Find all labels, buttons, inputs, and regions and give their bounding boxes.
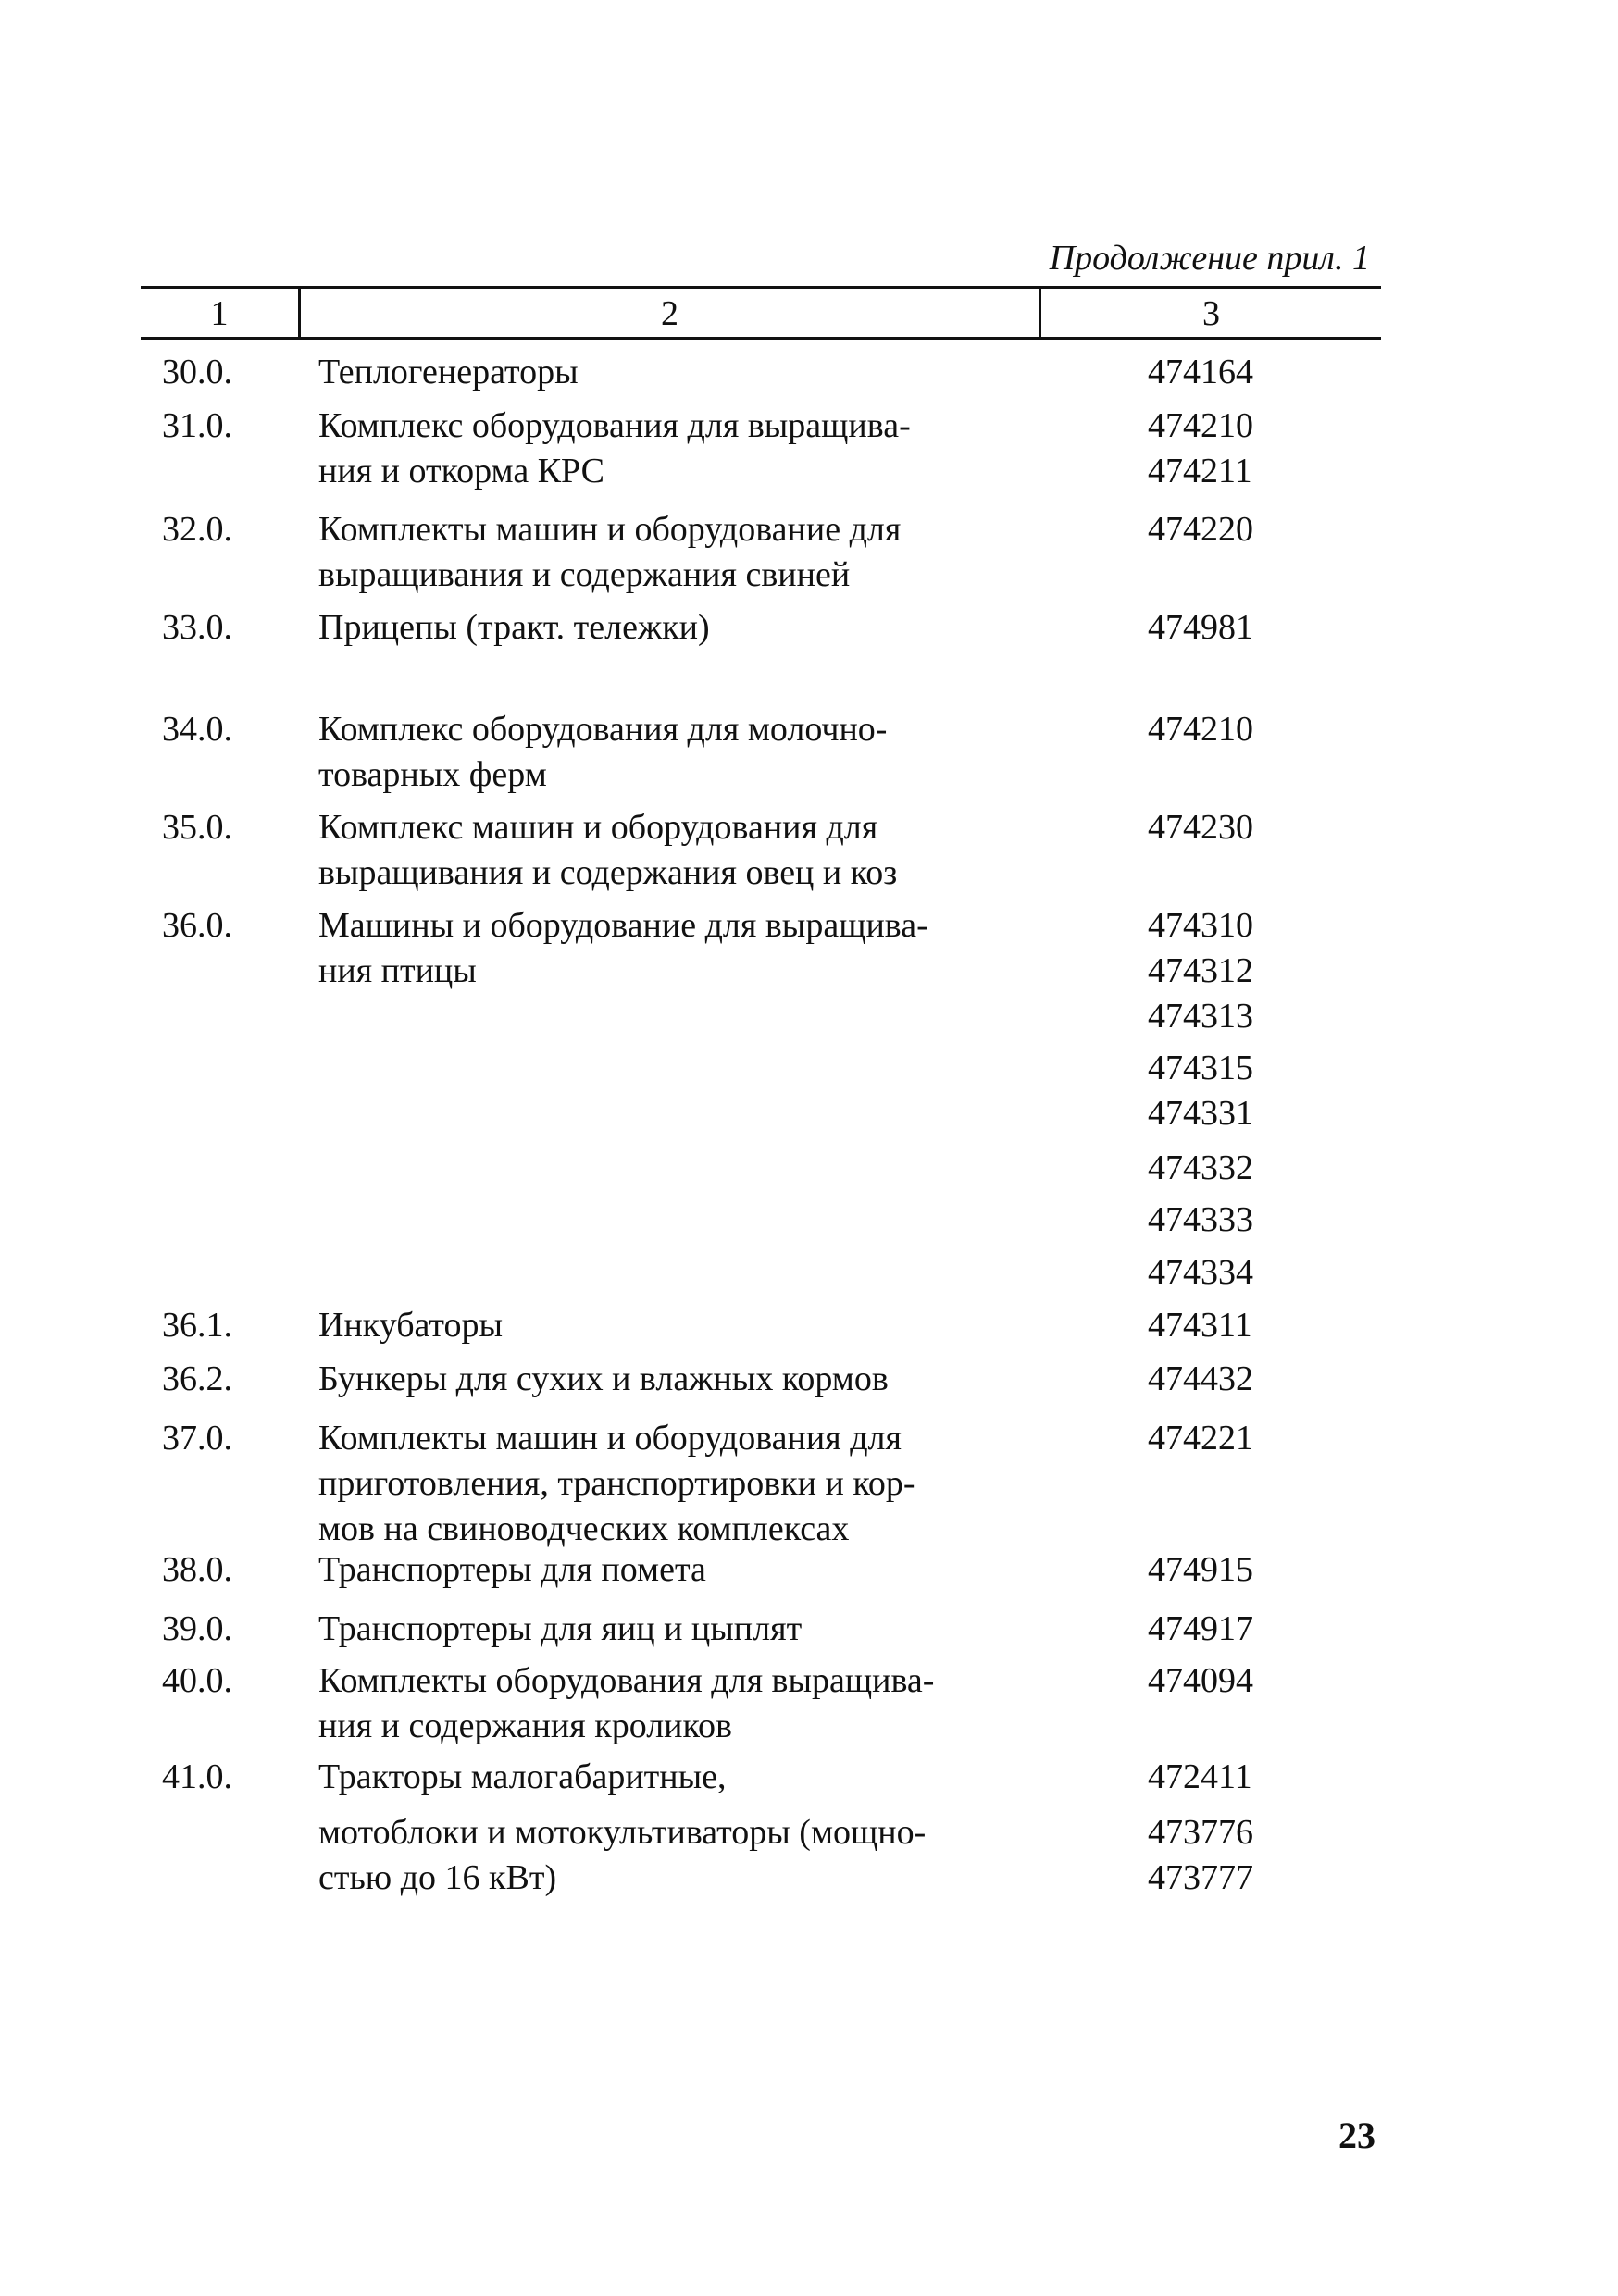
- row-name-line: Комплекты машин и оборудование для: [318, 510, 902, 549]
- row-number: 40.0.: [162, 1661, 232, 1700]
- row-code: 474094: [1148, 1661, 1253, 1700]
- row-code: 474221: [1148, 1419, 1253, 1458]
- row-number: 30.0.: [162, 353, 232, 391]
- row-codes: [1148, 1547, 1287, 1593]
- row-number: 36.2.: [162, 1359, 232, 1398]
- row-name: [318, 350, 1022, 395]
- row-code: 474315: [1148, 1049, 1253, 1087]
- row-codes: [1148, 403, 1287, 494]
- row-codes: [1148, 1810, 1287, 1901]
- row-number: 35.0.: [162, 808, 232, 847]
- row-code: 474230: [1148, 808, 1253, 847]
- row-name-line: стью до 16 кВт): [318, 1858, 557, 1897]
- row-code: 474310: [1148, 906, 1253, 945]
- row-code: 473777: [1148, 1858, 1253, 1897]
- row-name: [318, 1755, 1022, 1800]
- row-name-line: Транспортеры для помета: [318, 1550, 706, 1589]
- row-codes: [1148, 1303, 1287, 1348]
- row-code: 474211: [1148, 452, 1252, 490]
- row-name: [318, 507, 1022, 598]
- row-name-line: товарных ферм: [318, 755, 547, 794]
- row-name: [318, 1416, 1022, 1552]
- row-code: 474220: [1148, 510, 1253, 549]
- row-code: 474311: [1148, 1306, 1252, 1345]
- row-number: 31.0.: [162, 406, 232, 445]
- row-name-line: выращивания и содержания овец и коз: [318, 853, 898, 892]
- row-name: [318, 605, 1022, 651]
- row-code: 474332: [1148, 1148, 1253, 1187]
- row-name-line: Тракторы малогабаритные,: [318, 1757, 727, 1796]
- column-header-3: 3: [1202, 294, 1220, 333]
- row-codes: [1148, 1416, 1287, 1461]
- row-number: 32.0.: [162, 510, 232, 549]
- row-codes: [1148, 707, 1287, 752]
- row-name-line: ния и содержания кроликов: [318, 1706, 732, 1745]
- row-name: [318, 1547, 1022, 1593]
- row-name: [318, 903, 1022, 994]
- row-code: 473776: [1148, 1813, 1253, 1852]
- row-name-line: Транспортеры для яиц и цыплят: [318, 1609, 803, 1648]
- row-number: 36.0.: [162, 906, 232, 945]
- row-name-line: Комплекты машин и оборудования для: [318, 1419, 902, 1458]
- row-code: 474313: [1148, 997, 1253, 1036]
- row-number: 38.0.: [162, 1550, 232, 1589]
- row-number: 37.0.: [162, 1419, 232, 1458]
- row-name-line: ния птицы: [318, 951, 477, 990]
- row-name-line: Комплекс оборудования для молочно-: [318, 710, 888, 749]
- row-code: 474331: [1148, 1094, 1253, 1133]
- row-codes: [1148, 805, 1287, 850]
- row-name: [318, 805, 1022, 896]
- row-codes: [1148, 1658, 1287, 1704]
- column-header-2: 2: [661, 294, 678, 333]
- row-number: 39.0.: [162, 1609, 232, 1648]
- row-code: 474981: [1148, 608, 1253, 647]
- row-name: [318, 1607, 1022, 1652]
- row-number: 33.0.: [162, 608, 232, 647]
- row-name-line: Комплекты оборудования для выращива-: [318, 1661, 935, 1700]
- row-code: 472411: [1148, 1757, 1252, 1796]
- row-name: [318, 1658, 1022, 1749]
- row-code: 474333: [1148, 1200, 1253, 1239]
- row-codes: [1148, 605, 1287, 651]
- row-name-line: Комплекс оборудования для выращива-: [318, 406, 911, 445]
- row-name-line: приготовления, транспортировки и кор-: [318, 1464, 915, 1503]
- row-codes: [1148, 507, 1287, 552]
- row-name-line: мов на свиноводческих комплексах: [318, 1509, 850, 1548]
- row-number: 36.1.: [162, 1306, 232, 1345]
- continuation-note: Продолжение прил. 1: [1049, 239, 1370, 278]
- row-codes: [1148, 1755, 1287, 1800]
- row-name-line: Комплекс машин и оборудования для: [318, 808, 878, 847]
- row-codes: [1148, 350, 1287, 395]
- row-name: [318, 403, 1022, 494]
- row-code: 474334: [1148, 1253, 1253, 1292]
- row-code: 474917: [1148, 1609, 1253, 1648]
- row-code: 474210: [1148, 710, 1253, 749]
- row-name: [318, 1303, 1022, 1348]
- row-name-line: выращивания и содержания свиней: [318, 555, 851, 594]
- row-codes: [1148, 1357, 1287, 1402]
- column-header-1: 1: [210, 294, 229, 333]
- row-code: 474164: [1148, 353, 1253, 391]
- row-number: 41.0.: [162, 1757, 232, 1796]
- row-name-line: Теплогенераторы: [318, 353, 579, 391]
- row-name: [318, 1357, 1022, 1402]
- row-name-line: Машины и оборудование для выращива-: [318, 906, 928, 945]
- row-number: 34.0.: [162, 710, 232, 749]
- row-name: [318, 1810, 1022, 1901]
- row-name: [318, 707, 1022, 798]
- row-name-line: Прицепы (тракт. тележки): [318, 608, 710, 647]
- row-codes: [1148, 1607, 1287, 1652]
- row-name-line: Бункеры для сухих и влажных кормов: [318, 1359, 889, 1398]
- row-name-line: мотоблоки и мотокультиваторы (мощно-: [318, 1813, 927, 1852]
- page-number: 23: [1338, 2115, 1375, 2156]
- row-code: 474312: [1148, 951, 1253, 990]
- row-code: 474210: [1148, 406, 1253, 445]
- row-code: 474432: [1148, 1359, 1253, 1398]
- row-name-line: ния и откорма КРС: [318, 452, 604, 490]
- row-name-line: Инкубаторы: [318, 1306, 504, 1345]
- row-code: 474915: [1148, 1550, 1253, 1589]
